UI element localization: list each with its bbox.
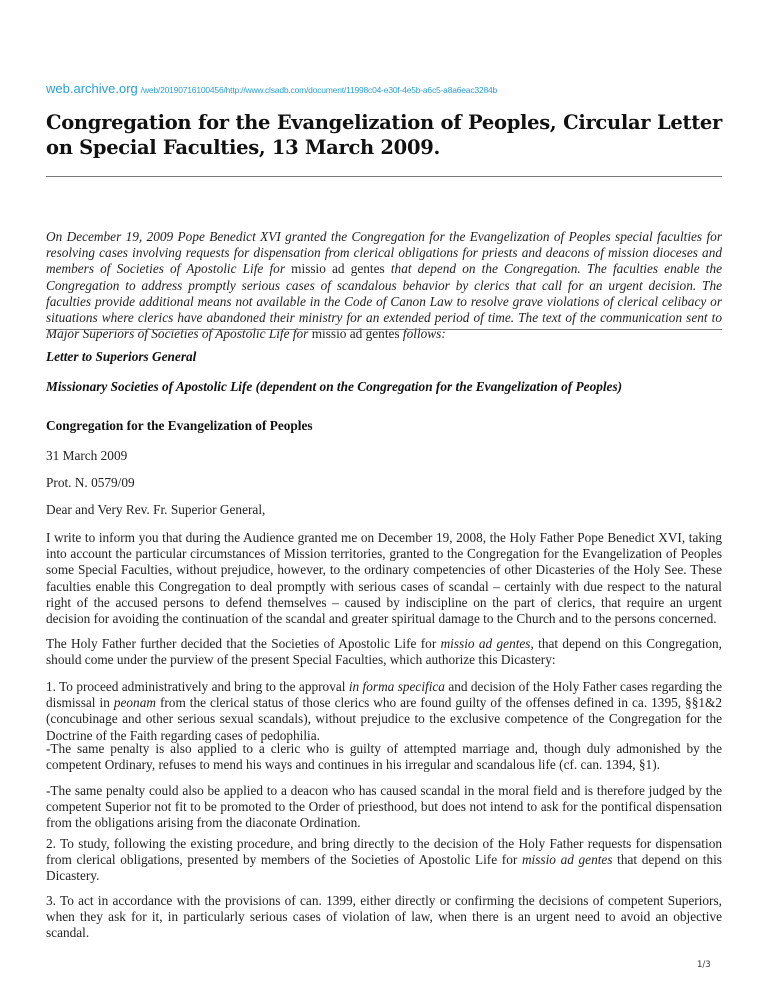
letter-heading: Letter to Superiors General (46, 349, 197, 364)
item1-text-3: from the clerical status of those clerics who are found guilty of the offenses defined in ca. 1395, §§1&2 (concubinage and other serious sexual scandals), without prejudice to the exclusive competence of the Congregation for the Doctrine of the Faith regarding cases of pedophilia. (46, 695, 722, 743)
intro-divider (46, 329, 722, 330)
faculty-subitem-2: -The same penalty could also be applied to a deacon who has caused scandal in the moral field and is therefore judged by the competent Superior not fit to be promoted to the Order of priesthood, but does not intend to ask for the pontifical dispensation from the obligations arising from the diaconate Ordination. (46, 783, 722, 831)
item2-italic-1: missio ad gentes (521, 852, 613, 868)
faculty-item-2 (46, 836, 722, 885)
body-paragraph-2 (46, 636, 722, 668)
document-title: Congregation for the Evangelization of Peoples, Circular Letter on Special Faculties, 13 March 2009. (46, 111, 722, 159)
body2-text-2: , that depend on this Congregation, should come under the purview of the present Special Faculties, which authorize this Dicastery: (46, 636, 723, 668)
item1-text-2: and decision of the Holy Father cases regarding the dismissal in (46, 679, 722, 711)
letter-date: 31 March 2009 (46, 448, 128, 463)
missionary-societies-heading: Missionary Societies of Apostolic Life (dependent on the Congregation for the Evangelization of Peoples) (46, 379, 623, 394)
item2-text-2: that depend on this Dicastery. (46, 852, 722, 884)
page-number: 1/3 (697, 960, 711, 970)
body2-text-1: The Holy Father further decided that the Societies of Apostolic Life for (46, 636, 441, 651)
archive-domain-link[interactable]: web.archive.org (46, 81, 138, 96)
intro-missio-1: missio ad gentes (291, 261, 385, 277)
item1-italic-2: peonam (113, 695, 156, 711)
intro-text-3: follows: (399, 326, 446, 342)
faculty-item-3: 3. To act in accordance with the provisions of can. 1399, either directly or confirming the decisions of competent Superiors, when they ask for it, in particularly serious cases of violation of law, when there is an urgent need to avoid an objective scandal. (46, 893, 722, 941)
faculty-subitem-1: -The same penalty is also applied to a cleric who is guilty of attempted marriage and, though duly admonished by the competent Ordinary, refuses to mend his ways and continues in his irregular and scandalous life (cf. can. 1394, §1). (46, 741, 722, 773)
sender-heading: Congregation for the Evangelization of Peoples (46, 418, 313, 433)
item2-text-1: 2. To study, following the existing procedure, and bring directly to the decision of the Holy Father requests for dispensation from clerical obligations, presented by members of the Societies of Apostolic Life for (46, 836, 722, 868)
body2-italic-1: missio ad gentes (440, 636, 531, 651)
intro-missio-2: missio ad gentes (311, 326, 400, 342)
item1-text-1: 1. To proceed administratively and bring to the approval (46, 679, 349, 694)
salutation: Dear and Very Rev. Fr. Superior General, (46, 502, 266, 517)
faculty-item-1 (46, 679, 722, 744)
intro-text-1: On December 19, 2009 Pope Benedict XVI granted the Congregation for the Evangelization of Peoples special faculties for resolving cases involving requests for dispensation from clerical obligations for priests and deacons of mission dioceses and members of Societies of Apostolic Life for (46, 229, 722, 277)
intro-paragraph (46, 229, 722, 342)
body-paragraph-1: I write to inform you that during the Audience granted me on December 19, 2008, the Holy Father Pope Benedict XVI, taking into account the particular circumstances of Mission territories, granted to the Congregation for the Evangelization of Peoples some Special Faculties, without prejudice, however, to the ordinary competencies of other Dicasteries of the Holy See. These faculties enable this Congregation to deal promptly with serious cases of scandal – certainly with due respect to the natural right of the accused persons to defend themselves – caused by indiscipline on the part of clerics, that require an urgent decision for avoiding the continuation of the scandal and greater spiritual damage to the Church and to the persons concerned. (46, 530, 722, 627)
item1-italic-1: in forma specifica (348, 679, 445, 694)
archive-path-link[interactable]: /web/20190716100456/http://www.clsadb.com/document/11998c04-e30f-4e5b-a6c5-a8a6eac3284b (140, 85, 498, 95)
archive-url-line (46, 80, 497, 98)
title-divider (46, 176, 722, 177)
intro-text-2: that depend on the Congregation. The faculties enable the Congregation to address promptly serious cases of scandalous behavior by clerics that call for an urgent decision. The faculties provide additional means not available in the Code of Canon Law to resolve grave violations of clerical celibacy or situations where clerics have abandoned their ministry for an extended period of time. The text of the communication sent to Major Superiors of Societies of Apostolic Life for (46, 261, 723, 342)
protocol-number: Prot. N. 0579/09 (46, 475, 135, 490)
